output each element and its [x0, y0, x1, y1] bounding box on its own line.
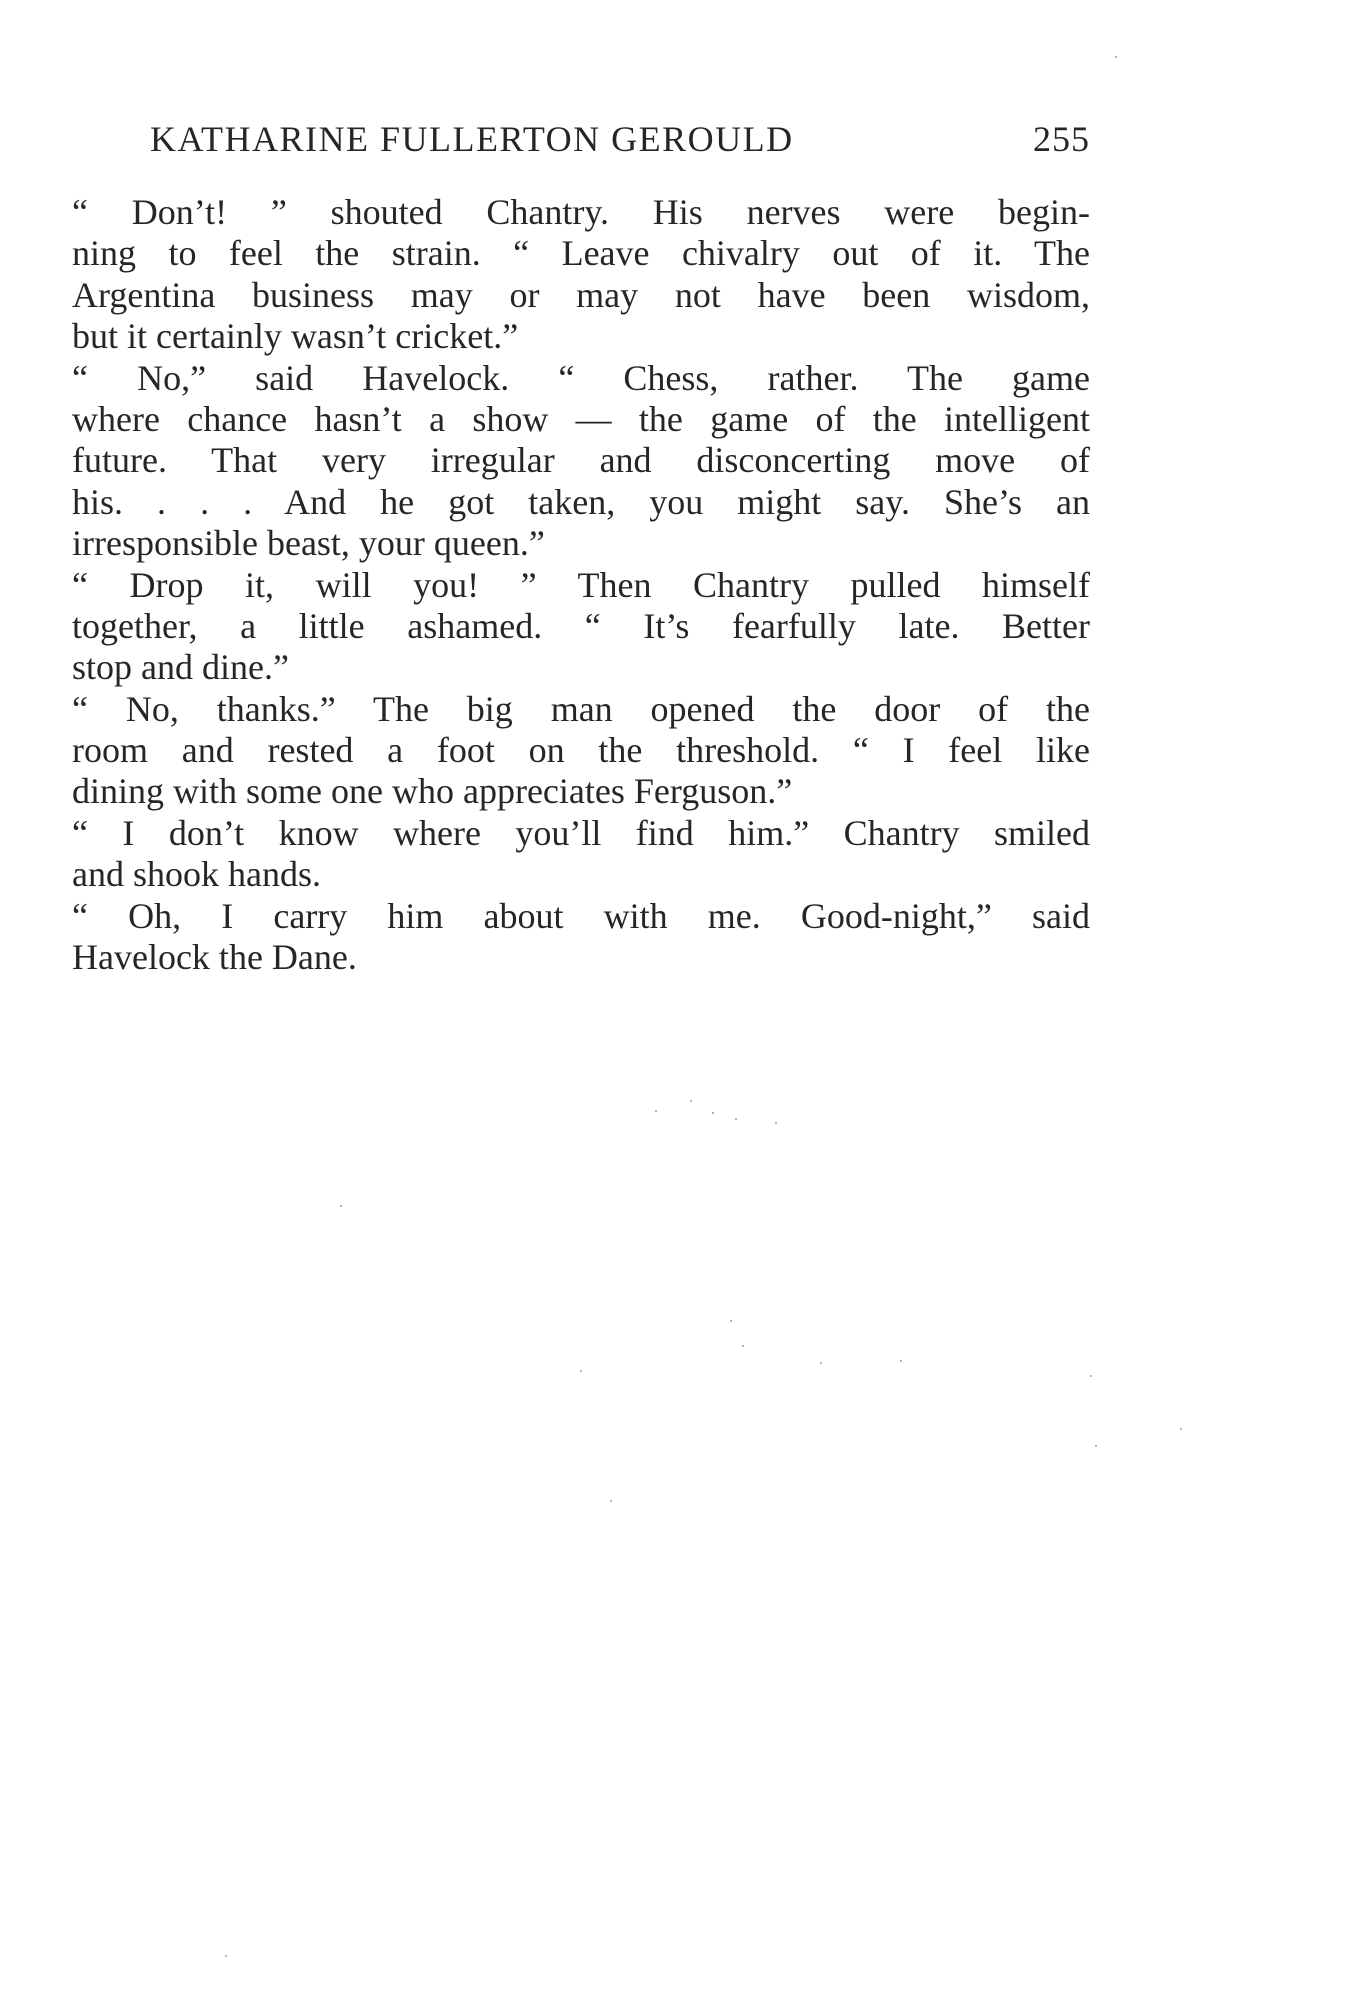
- text-line: dining with some one who appreciates Ferguson.”: [72, 771, 793, 812]
- text-line: future. That very irregular and disconcerting move of: [72, 440, 1090, 481]
- paper-speck: [225, 1955, 227, 1957]
- paper-speck: [690, 1100, 692, 1102]
- text-line: “ No, thanks.” The big man opened the door of the: [72, 688, 1090, 729]
- text-line: where chance hasn’t a show — the game of the intelligent: [72, 398, 1090, 439]
- text-line: stop and dine.”: [72, 647, 289, 688]
- paper-speck: [712, 1112, 714, 1114]
- paper-speck: [775, 1122, 777, 1124]
- paper-speck: [1090, 1375, 1092, 1377]
- text-line: his. . . . And he got taken, you might say. She’s an: [72, 481, 1090, 522]
- paper-speck: [820, 1362, 822, 1364]
- paper-speck: [735, 1118, 737, 1120]
- page-number: 255: [1033, 119, 1090, 159]
- paper-speck: [655, 1110, 657, 1112]
- paper-speck: [900, 1360, 902, 1362]
- paper-speck: [610, 1500, 612, 1502]
- text-line: “ Oh, I carry him about with me. Good-night,” said: [72, 895, 1090, 936]
- text-line: “ No,” said Havelock. “ Chess, rather. The game: [72, 357, 1090, 398]
- running-head: [150, 118, 1090, 178]
- text-line: irresponsible beast, your queen.”: [72, 523, 545, 564]
- paper-speck: [1180, 1428, 1182, 1430]
- text-line: Havelock the Dane.: [72, 937, 357, 978]
- text-line: and shook hands.: [72, 854, 321, 895]
- text-line: Argentina business may or may not have been wisdom,: [72, 274, 1090, 315]
- paper-speck: [730, 1320, 732, 1322]
- text-line: together, a little ashamed. “ It’s fearfully late. Better: [72, 605, 1090, 646]
- text-line: but it certainly wasn’t cricket.”: [72, 316, 519, 357]
- paper-speck: [1095, 1445, 1097, 1447]
- text-line: room and rested a foot on the threshold. “ I feel like: [72, 730, 1090, 771]
- text-line: ning to feel the strain. “ Leave chivalry out of it. The: [72, 233, 1090, 274]
- text-line: “ I don’t know where you’ll find him.” Chantry smiled: [72, 812, 1090, 853]
- text-line: “ Drop it, will you! ” Then Chantry pulled himself: [72, 564, 1090, 605]
- text-line: “ Don’t! ” shouted Chantry. His nerves were begin-: [72, 192, 1090, 232]
- paper-speck: [580, 1370, 582, 1372]
- body-text: [72, 192, 1090, 978]
- running-title: KATHARINE FULLERTON GEROULD: [150, 119, 794, 159]
- paper-speck: [340, 1205, 342, 1207]
- paper-speck: [1115, 56, 1117, 58]
- paper-speck: [742, 1345, 744, 1347]
